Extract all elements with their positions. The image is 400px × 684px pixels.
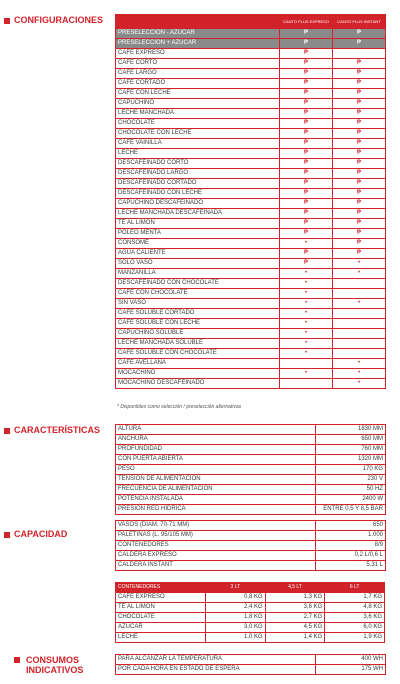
config-mark-expreso: ₱ — [280, 69, 333, 79]
config-label: DESCAFEINADO CORTADO — [116, 179, 280, 189]
config-mark-expreso: • — [280, 279, 333, 289]
table-row — [116, 109, 386, 119]
config-mark-instant — [333, 349, 386, 359]
config-label: CAPUCHINO SOLUBLE — [116, 329, 280, 339]
row-value: 230 V — [316, 475, 386, 485]
table-row — [116, 319, 386, 329]
table-row — [116, 149, 386, 159]
row-value: 5,31 L — [316, 561, 386, 571]
config-mark-instant: • — [333, 269, 386, 279]
row-label: TÉ AL LIMÓN — [116, 603, 206, 613]
table-row — [116, 219, 386, 229]
config-mark-expreso: ₱ — [280, 209, 333, 219]
table-row — [116, 603, 385, 613]
config-mark-instant: ₱ — [333, 69, 386, 79]
config-label: MOCACHINO — [116, 369, 280, 379]
config-label: MOCACHINO DESCAFEINADO — [116, 379, 280, 389]
config-mark-instant — [333, 309, 386, 319]
config-label: CAPUCHINO DESCAFEINADO — [116, 199, 280, 209]
table-row — [116, 209, 386, 219]
config-mark-instant: • — [333, 359, 386, 369]
row-value: 0,8 KG — [206, 593, 266, 603]
table-row — [116, 239, 386, 249]
row-value: 3,0 KG — [206, 623, 266, 633]
config-label: DESCAFEINADO CORTO — [116, 159, 280, 169]
table-row — [116, 633, 385, 643]
table-row — [116, 623, 385, 633]
config-label: LECHE — [116, 149, 280, 159]
config-mark-instant: ₱ — [333, 199, 386, 209]
config-mark-instant — [333, 49, 386, 59]
config-label: CAFÉ LARGO — [116, 69, 280, 79]
config-mark-expreso: • — [280, 269, 333, 279]
row-label: FRECUENCIA DE ALIMENTACIÓN — [116, 485, 316, 495]
config-mark-expreso: ₱ — [280, 199, 333, 209]
row-value: 2,7 KG — [265, 613, 325, 623]
config-label: DESCAFEINADO LARGO — [116, 169, 280, 179]
row-value: 3,6 KG — [265, 603, 325, 613]
config-mark-expreso: ₱ — [280, 179, 333, 189]
config-mark-instant: ₱ — [333, 59, 386, 69]
config-mark-instant: ₱ — [333, 39, 386, 49]
config-mark-instant: ₱ — [333, 29, 386, 39]
config-mark-instant: ₱ — [333, 169, 386, 179]
config-mark-instant: ₱ — [333, 119, 386, 129]
column-header: 6 LT — [325, 583, 385, 593]
config-label: PRESELECCIÓN + AZÚCAR — [116, 39, 280, 49]
config-mark-expreso: ₱ — [280, 229, 333, 239]
config-mark-expreso: ₱ — [280, 169, 333, 179]
config-mark-expreso: • — [280, 349, 333, 359]
row-label: AZÚCAR — [116, 623, 206, 633]
config-mark-instant: ₱ — [333, 189, 386, 199]
table-row — [116, 455, 386, 465]
table-row — [116, 179, 386, 189]
caracteristicas-table — [115, 424, 386, 515]
row-label: CALDERA EXPRESO — [116, 551, 316, 561]
config-mark-expreso: ₱ — [280, 249, 333, 259]
section-title-capacidad — [4, 530, 67, 539]
row-value: 400 WH — [316, 655, 386, 665]
config-mark-expreso: ₱ — [280, 59, 333, 69]
bullet-square-icon — [4, 18, 10, 24]
row-label: PRESIÓN RED HÍDRICA — [116, 505, 316, 515]
config-label: MANZANILLA — [116, 269, 280, 279]
config-mark-expreso: • — [280, 339, 333, 349]
section-title-text: CONSUMOS — [26, 655, 80, 665]
config-mark-expreso: ₱ — [280, 49, 333, 59]
config-mark-instant — [333, 339, 386, 349]
config-mark-instant: • — [333, 299, 386, 309]
capacidad-table — [115, 520, 386, 571]
table-row — [116, 159, 386, 169]
table-row — [116, 505, 386, 515]
row-value: 8/9 — [316, 541, 386, 551]
config-mark-instant: ₱ — [333, 159, 386, 169]
config-mark-expreso: • — [280, 309, 333, 319]
config-label: CAFÉ SOLUBLE CON CHOCOLATE — [116, 349, 280, 359]
table-row — [116, 309, 386, 319]
table-row — [116, 169, 386, 179]
table-row — [116, 89, 386, 99]
config-label: CAPUCHINO — [116, 99, 280, 109]
row-value: ENTRE 0,5 Y 8,5 BAR — [316, 505, 386, 515]
section-title-configuraciones — [4, 16, 103, 25]
row-value: 0,2 L/0,6 L — [316, 551, 386, 561]
config-mark-expreso: • — [280, 299, 333, 309]
config-label: SIN VASO — [116, 299, 280, 309]
table-row — [116, 531, 386, 541]
config-label: POLEO MENTA — [116, 229, 280, 239]
config-mark-expreso: ₱ — [280, 259, 333, 269]
table-row — [116, 299, 386, 309]
section-title-text: CONFIGURACIONES — [14, 15, 104, 25]
config-mark-instant: • — [333, 369, 386, 379]
config-mark-expreso: ₱ — [280, 99, 333, 109]
config-mark-instant: ₱ — [333, 99, 386, 109]
config-label: AGUA CALIENTE — [116, 249, 280, 259]
config-label: LECHE MANCHADA — [116, 109, 280, 119]
config-label: CAFÉ VAINILLA — [116, 139, 280, 149]
table-row — [116, 521, 386, 531]
row-value: 1,0 KG — [206, 633, 266, 643]
column-header: 3 LT — [206, 583, 266, 593]
config-mark-instant — [333, 329, 386, 339]
column-header: CANTO PLUS INSTANT — [333, 15, 386, 29]
table-row — [116, 655, 386, 665]
bullet-square-icon — [4, 428, 10, 434]
row-label: TENSIÓN DE ALIMENTACIÓN — [116, 475, 316, 485]
config-mark-instant: ₱ — [333, 179, 386, 189]
table-row — [116, 425, 386, 435]
table-row — [116, 269, 386, 279]
config-label: LECHE MANCHADA SOLUBLE — [116, 339, 280, 349]
config-label: CAFÉ AVELLANA — [116, 359, 280, 369]
row-value: 1,4 KG — [265, 633, 325, 643]
section-title-text: CARACTERÍSTICAS — [14, 425, 101, 435]
table-row — [116, 199, 386, 209]
table-row — [116, 359, 386, 369]
column-header: CANTO PLUS EXPRESO — [280, 15, 333, 29]
config-mark-expreso: ₱ — [280, 39, 333, 49]
config-mark-instant: ₱ — [333, 129, 386, 139]
table-row — [116, 59, 386, 69]
table-row — [116, 435, 386, 445]
config-mark-expreso: ₱ — [280, 189, 333, 199]
config-mark-expreso: ₱ — [280, 119, 333, 129]
config-mark-instant: ₱ — [333, 229, 386, 239]
config-label: CAFÉ CON CHOCOLATE — [116, 289, 280, 299]
row-label: PESO — [116, 465, 316, 475]
table-row — [116, 613, 385, 623]
config-mark-expreso — [280, 379, 333, 389]
config-label: CAFÉ EXPRESO — [116, 49, 280, 59]
config-label: PRESELECCIÓN - AZÚCAR — [116, 29, 280, 39]
config-mark-expreso — [280, 359, 333, 369]
row-value: 50 HZ — [316, 485, 386, 495]
config-mark-expreso: ₱ — [280, 139, 333, 149]
config-mark-expreso: ₱ — [280, 149, 333, 159]
section-title-text: INDICATIVOS — [26, 665, 84, 675]
table-row — [116, 369, 386, 379]
table-row — [116, 139, 386, 149]
row-value: 1,7 KG — [325, 593, 385, 603]
row-label: CHOCOLATE — [116, 613, 206, 623]
config-mark-expreso: ₱ — [280, 129, 333, 139]
config-mark-expreso: • — [280, 329, 333, 339]
row-label: CON PUERTA ABIERTA — [116, 455, 316, 465]
row-label: CALDERA INSTANT — [116, 561, 316, 571]
footnote: * Disponibles como selección / preselección alternativas — [117, 404, 242, 410]
config-label: DESCAFEINADO CON LECHE — [116, 189, 280, 199]
row-value: 175 WH — [316, 665, 386, 675]
table-row — [116, 289, 386, 299]
table-row — [116, 445, 386, 455]
row-label: VASOS (DIAM. 70-71 MM) — [116, 521, 316, 531]
config-mark-instant — [333, 289, 386, 299]
config-mark-instant: ₱ — [333, 89, 386, 99]
config-mark-expreso: ₱ — [280, 89, 333, 99]
table-row — [116, 561, 386, 571]
table-row — [116, 29, 386, 39]
row-value: 170 KG — [316, 465, 386, 475]
row-value: 760 MM — [316, 445, 386, 455]
table-row — [116, 475, 386, 485]
contenedores-table — [115, 582, 385, 643]
config-label: CAFÉ SOLUBLE CORTADO — [116, 309, 280, 319]
config-mark-expreso: • — [280, 289, 333, 299]
config-label: CAFÉ CORTO — [116, 59, 280, 69]
table-row — [116, 79, 386, 89]
row-label: ANCHURA — [116, 435, 316, 445]
row-value: 1,9 KG — [325, 633, 385, 643]
table-row — [116, 229, 386, 239]
config-mark-instant: ₱ — [333, 219, 386, 229]
table-row — [116, 541, 386, 551]
table-row — [116, 665, 386, 675]
bullet-square-icon — [14, 657, 20, 663]
row-label: LECHE — [116, 633, 206, 643]
table-row — [116, 465, 386, 475]
config-mark-instant — [333, 319, 386, 329]
column-header: CONTENEDORES — [116, 583, 206, 593]
table-row — [116, 49, 386, 59]
config-label: CHOCOLATE — [116, 119, 280, 129]
table-row — [116, 329, 386, 339]
config-label: DESCAFEINADO CON CHOCOLATE — [116, 279, 280, 289]
config-mark-instant: ₱ — [333, 109, 386, 119]
config-mark-instant: ₱ — [333, 209, 386, 219]
config-mark-expreso: ₱ — [280, 29, 333, 39]
config-mark-instant: ₱ — [333, 79, 386, 89]
row-value: 6,0 KG — [325, 623, 385, 633]
row-label: CONTENEDORES — [116, 541, 316, 551]
table-row — [116, 349, 386, 359]
config-mark-instant: ₱ — [333, 249, 386, 259]
config-mark-expreso: • — [280, 319, 333, 329]
config-label: CAFÉ SOLUBLE CON LECHE — [116, 319, 280, 329]
config-mark-expreso: • — [280, 239, 333, 249]
table-row — [116, 593, 385, 603]
config-label: CONSOMÉ — [116, 239, 280, 249]
row-value: 2,4 KG — [206, 603, 266, 613]
column-header: 4,5 LT — [265, 583, 325, 593]
row-value: 3,6 KG — [325, 613, 385, 623]
table-row — [116, 485, 386, 495]
table-row — [116, 259, 386, 269]
section-title-text: CAPACIDAD — [14, 529, 68, 539]
config-label: CAFÉ CON LECHE — [116, 89, 280, 99]
row-label: PARA ALCANZAR LA TEMPERATURA — [116, 655, 316, 665]
table-row — [116, 551, 386, 561]
table-row — [116, 69, 386, 79]
table-row — [116, 129, 386, 139]
row-label: PROFUNDIDAD — [116, 445, 316, 455]
row-value: 650 — [316, 521, 386, 531]
table-row — [116, 99, 386, 109]
row-value: 1,8 KG — [206, 613, 266, 623]
section-title-caracteristicas — [4, 426, 100, 435]
table-row — [116, 189, 386, 199]
config-mark-instant: • — [333, 379, 386, 389]
config-mark-instant — [333, 279, 386, 289]
row-value: 1.000 — [316, 531, 386, 541]
row-value: 4,5 KG — [265, 623, 325, 633]
row-label: PALETINAS (L. 95/105 MM) — [116, 531, 316, 541]
config-mark-expreso: ₱ — [280, 109, 333, 119]
section-title-consumos — [4, 655, 83, 675]
config-label: TÉ AL LIMÓN — [116, 219, 280, 229]
table-row — [116, 495, 386, 505]
table-row — [116, 39, 386, 49]
row-label: POTENCIA INSTALADA — [116, 495, 316, 505]
table-header-blank — [116, 15, 280, 29]
table-row — [116, 249, 386, 259]
row-value: 1,3 KG — [265, 593, 325, 603]
table-row — [116, 339, 386, 349]
row-label: ALTURA — [116, 425, 316, 435]
config-mark-expreso: ₱ — [280, 159, 333, 169]
row-value: 650 MM — [316, 435, 386, 445]
table-row — [116, 119, 386, 129]
row-label: POR CADA HORA EN ESTADO DE ESPERA — [116, 665, 316, 675]
table-row — [116, 379, 386, 389]
config-label: LECHE MANCHADA DESCAFEINADA — [116, 209, 280, 219]
consumos-table — [115, 654, 386, 675]
config-mark-instant: ₱ — [333, 239, 386, 249]
config-mark-instant: ₱ — [333, 149, 386, 159]
row-value: 4,8 KG — [325, 603, 385, 613]
config-mark-expreso: ₱ — [280, 219, 333, 229]
config-mark-instant: • — [333, 259, 386, 269]
bullet-square-icon — [4, 532, 10, 538]
row-label: CAFÉ EXPRESO — [116, 593, 206, 603]
row-value: 1320 MM — [316, 455, 386, 465]
configuraciones-table — [115, 14, 386, 389]
config-mark-expreso: • — [280, 369, 333, 379]
config-label: CHOCOLATE CON LECHE — [116, 129, 280, 139]
row-value: 2400 W — [316, 495, 386, 505]
config-label: CAFÉ CORTADO — [116, 79, 280, 89]
table-row — [116, 279, 386, 289]
config-mark-expreso: ₱ — [280, 79, 333, 89]
config-mark-instant: ₱ — [333, 139, 386, 149]
row-value: 1830 MM — [316, 425, 386, 435]
config-label: SOLO VASO — [116, 259, 280, 269]
